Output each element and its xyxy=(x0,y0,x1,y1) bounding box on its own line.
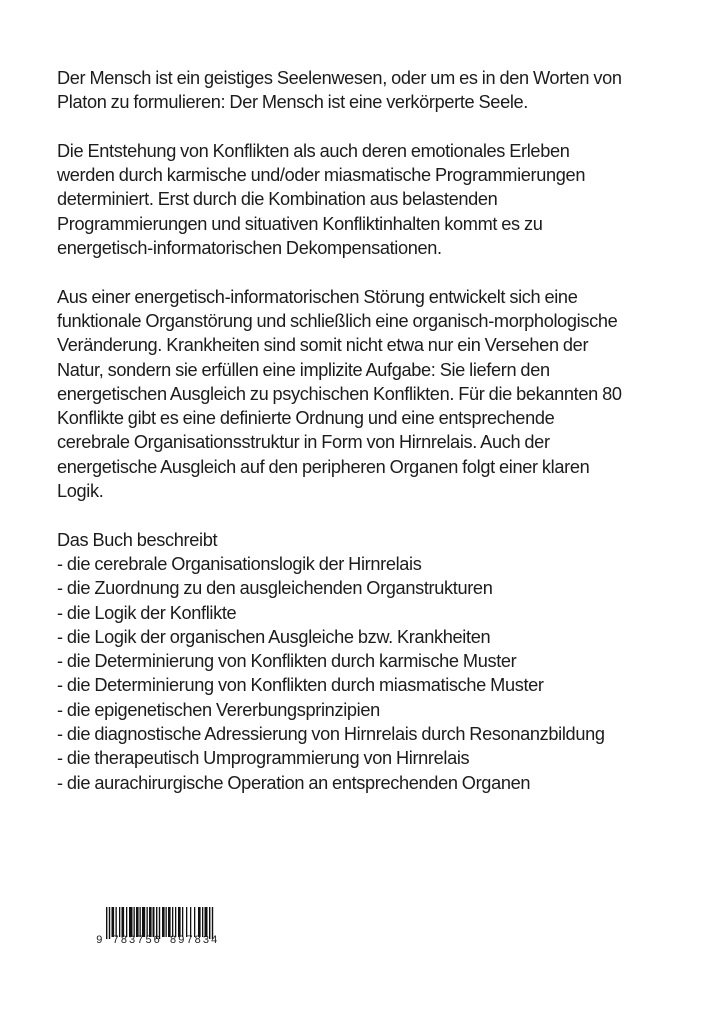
book-contents-list xyxy=(57,552,707,795)
text-line: Die Entstehung von Konflikten als auch deren emotionales Erleben xyxy=(57,140,570,161)
text-line: Aus einer energetisch-informatorischen Störung entwickelt sich eine xyxy=(57,286,578,307)
list-item: - die epigenetischen Vererbungsprinzipien xyxy=(57,699,380,720)
list-item: - die aurachirurgische Operation an entsprechenden Organen xyxy=(57,772,531,793)
text-line: funktionale Organstörung und schließlich eine organisch-morphologische xyxy=(57,310,618,331)
text-line: energetischen Ausgleich zu psychischen Konflikten. Für die bekannten 80 xyxy=(57,383,622,404)
text-line: energetisch-informatorischen Dekompensationen. xyxy=(57,238,442,259)
isbn-digits: 9 783756 897834 xyxy=(96,935,220,947)
paragraph-intro xyxy=(57,66,707,115)
text-line: werden durch karmische und/oder miasmatische Programmierungen xyxy=(57,165,586,186)
text-line: Der Mensch ist ein geistiges Seelenwesen, oder um es in den Worten von xyxy=(57,68,622,88)
list-item: - die Zuordnung zu den ausgleichenden Organstrukturen xyxy=(57,578,493,599)
list-item: - die Determinierung von Konflikten durch miasmatische Muster xyxy=(57,675,544,696)
list-item: - die diagnostische Adressierung von Hirnrelais durch Resonanzbildung xyxy=(57,724,605,745)
text-line: Platon zu formulieren: Der Mensch ist eine verkörperte Seele. xyxy=(57,92,528,113)
text-line: determiniert. Erst durch die Kombination aus belastenden xyxy=(57,189,498,210)
list-item: - die Determinierung von Konflikten durch karmische Muster xyxy=(57,651,517,672)
text-line: cerebrale Organisationsstruktur in Form von Hirnrelais. Auch der xyxy=(57,432,550,453)
text-line: Programmierungen und situativen Konfliktinhalten kommt es zu xyxy=(57,213,543,234)
paragraph-disorders xyxy=(57,285,707,504)
isbn-barcode xyxy=(96,907,221,949)
book-contents-section xyxy=(57,528,707,795)
list-item: - die therapeutisch Umprogrammierung von Hirnrelais xyxy=(57,748,470,769)
text-line: energetische Ausgleich auf den peripheren Organen folgt einer klaren xyxy=(57,456,590,477)
text-line: Logik. xyxy=(57,481,104,502)
list-item: - die Logik der organischen Ausgleiche bzw. Krankheiten xyxy=(57,626,491,647)
back-cover-text xyxy=(57,66,707,819)
text-line: Veränderung. Krankheiten sind somit nicht etwa nur ein Versehen der xyxy=(57,335,589,356)
list-item: - die Logik der Konflikte xyxy=(57,602,237,623)
list-item: - die cerebrale Organisationslogik der Hirnrelais xyxy=(57,553,422,574)
book-contents-heading: Das Buch beschreibt xyxy=(57,529,218,550)
text-line: Konflikte gibt es eine definierte Ordnung und eine entsprechende xyxy=(57,408,555,429)
text-line: Natur, sondern sie erfüllen eine implizite Aufgabe: Sie liefern den xyxy=(57,359,550,380)
paragraph-conflicts xyxy=(57,139,707,260)
